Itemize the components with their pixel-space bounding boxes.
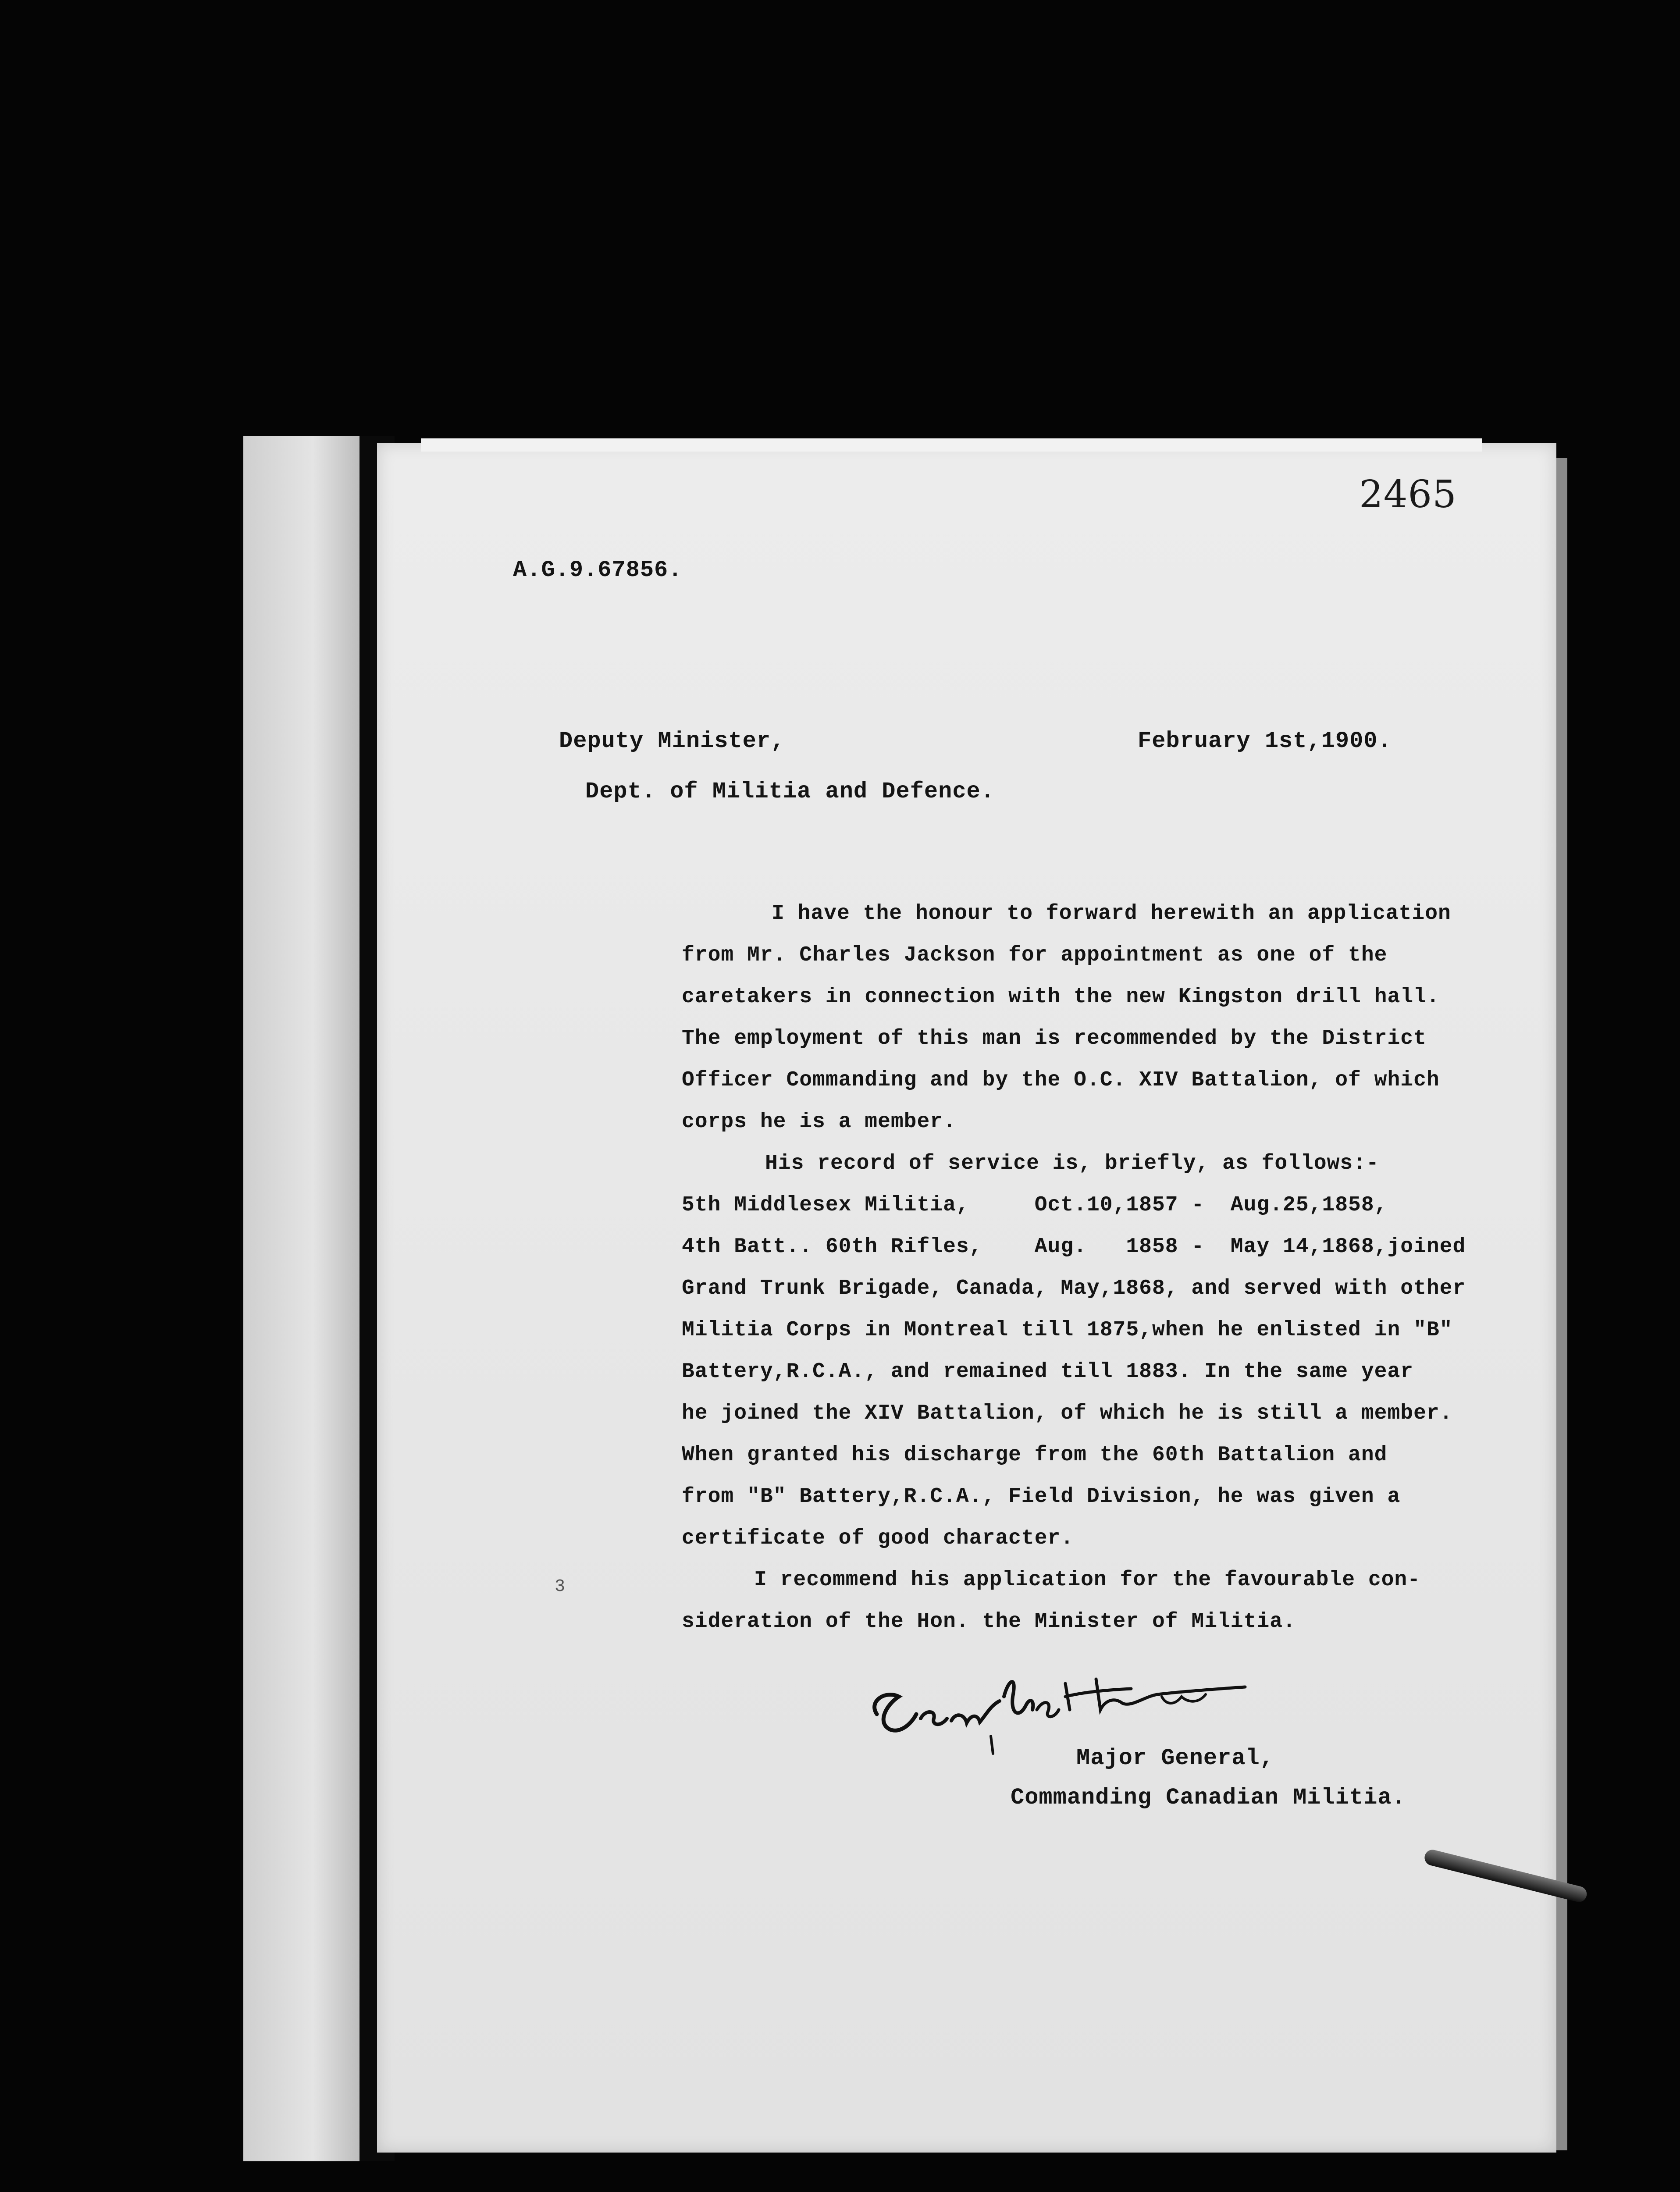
body-line: I recommend his application for the favourable con-: [754, 1568, 1421, 1592]
body-line: Grand Trunk Brigade, Canada, May,1868, and served with other: [682, 1277, 1466, 1300]
body-line: 4th Batt.. 60th Rifles, Aug. 1858 - May 14,1868,joined: [682, 1235, 1466, 1259]
body-line: Officer Commanding and by the O.C. XIV Battalion, of which: [682, 1068, 1440, 1092]
body-line: from Mr. Charles Jackson for appointment as one of the: [682, 943, 1388, 967]
margin-mark: 3: [555, 1577, 566, 1597]
background-left-page: [243, 436, 359, 2161]
body-line: Militia Corps in Montreal till 1875,when he enlisted in "B": [682, 1318, 1453, 1342]
letter-date: February 1st,1900.: [1138, 728, 1392, 754]
body-line: When granted his discharge from the 60th Battalion and: [682, 1443, 1388, 1467]
letter-page-top-edge: [421, 438, 1482, 452]
body-line: The employment of this man is recommended by the District: [682, 1027, 1427, 1050]
body-line: from "B" Battery,R.C.A., Field Division, he was given a: [682, 1485, 1401, 1509]
body-line: I have the honour to forward herewith an application: [772, 902, 1451, 925]
page-number: 2465: [1359, 473, 1457, 516]
body-line: corps he is a member.: [682, 1110, 956, 1134]
recipient-title: Deputy Minister,: [559, 728, 785, 754]
body-line: 5th Middlesex Militia, Oct.10,1857 - Aug.25,1858,: [682, 1193, 1388, 1217]
file-reference: A.G.9.67856.: [513, 557, 683, 583]
body-line: caretakers in connection with the new Kingston drill hall.: [682, 985, 1440, 1009]
recipient-department: Dept. of Militia and Defence.: [585, 779, 995, 804]
body-line: he joined the XIV Battalion, of which he is still a member.: [682, 1402, 1453, 1425]
body-line: sideration of the Hon. the Minister of Militia.: [682, 1610, 1296, 1633]
signer-title: Commanding Canadian Militia.: [1011, 1785, 1406, 1811]
body-line: His record of service is, briefly, as follows:-: [765, 1152, 1379, 1175]
body-line: Battery,R.C.A., and remained till 1883. In the same year: [682, 1360, 1414, 1384]
body-line: certificate of good character.: [682, 1527, 1074, 1550]
signer-rank: Major General,: [1076, 1745, 1274, 1771]
